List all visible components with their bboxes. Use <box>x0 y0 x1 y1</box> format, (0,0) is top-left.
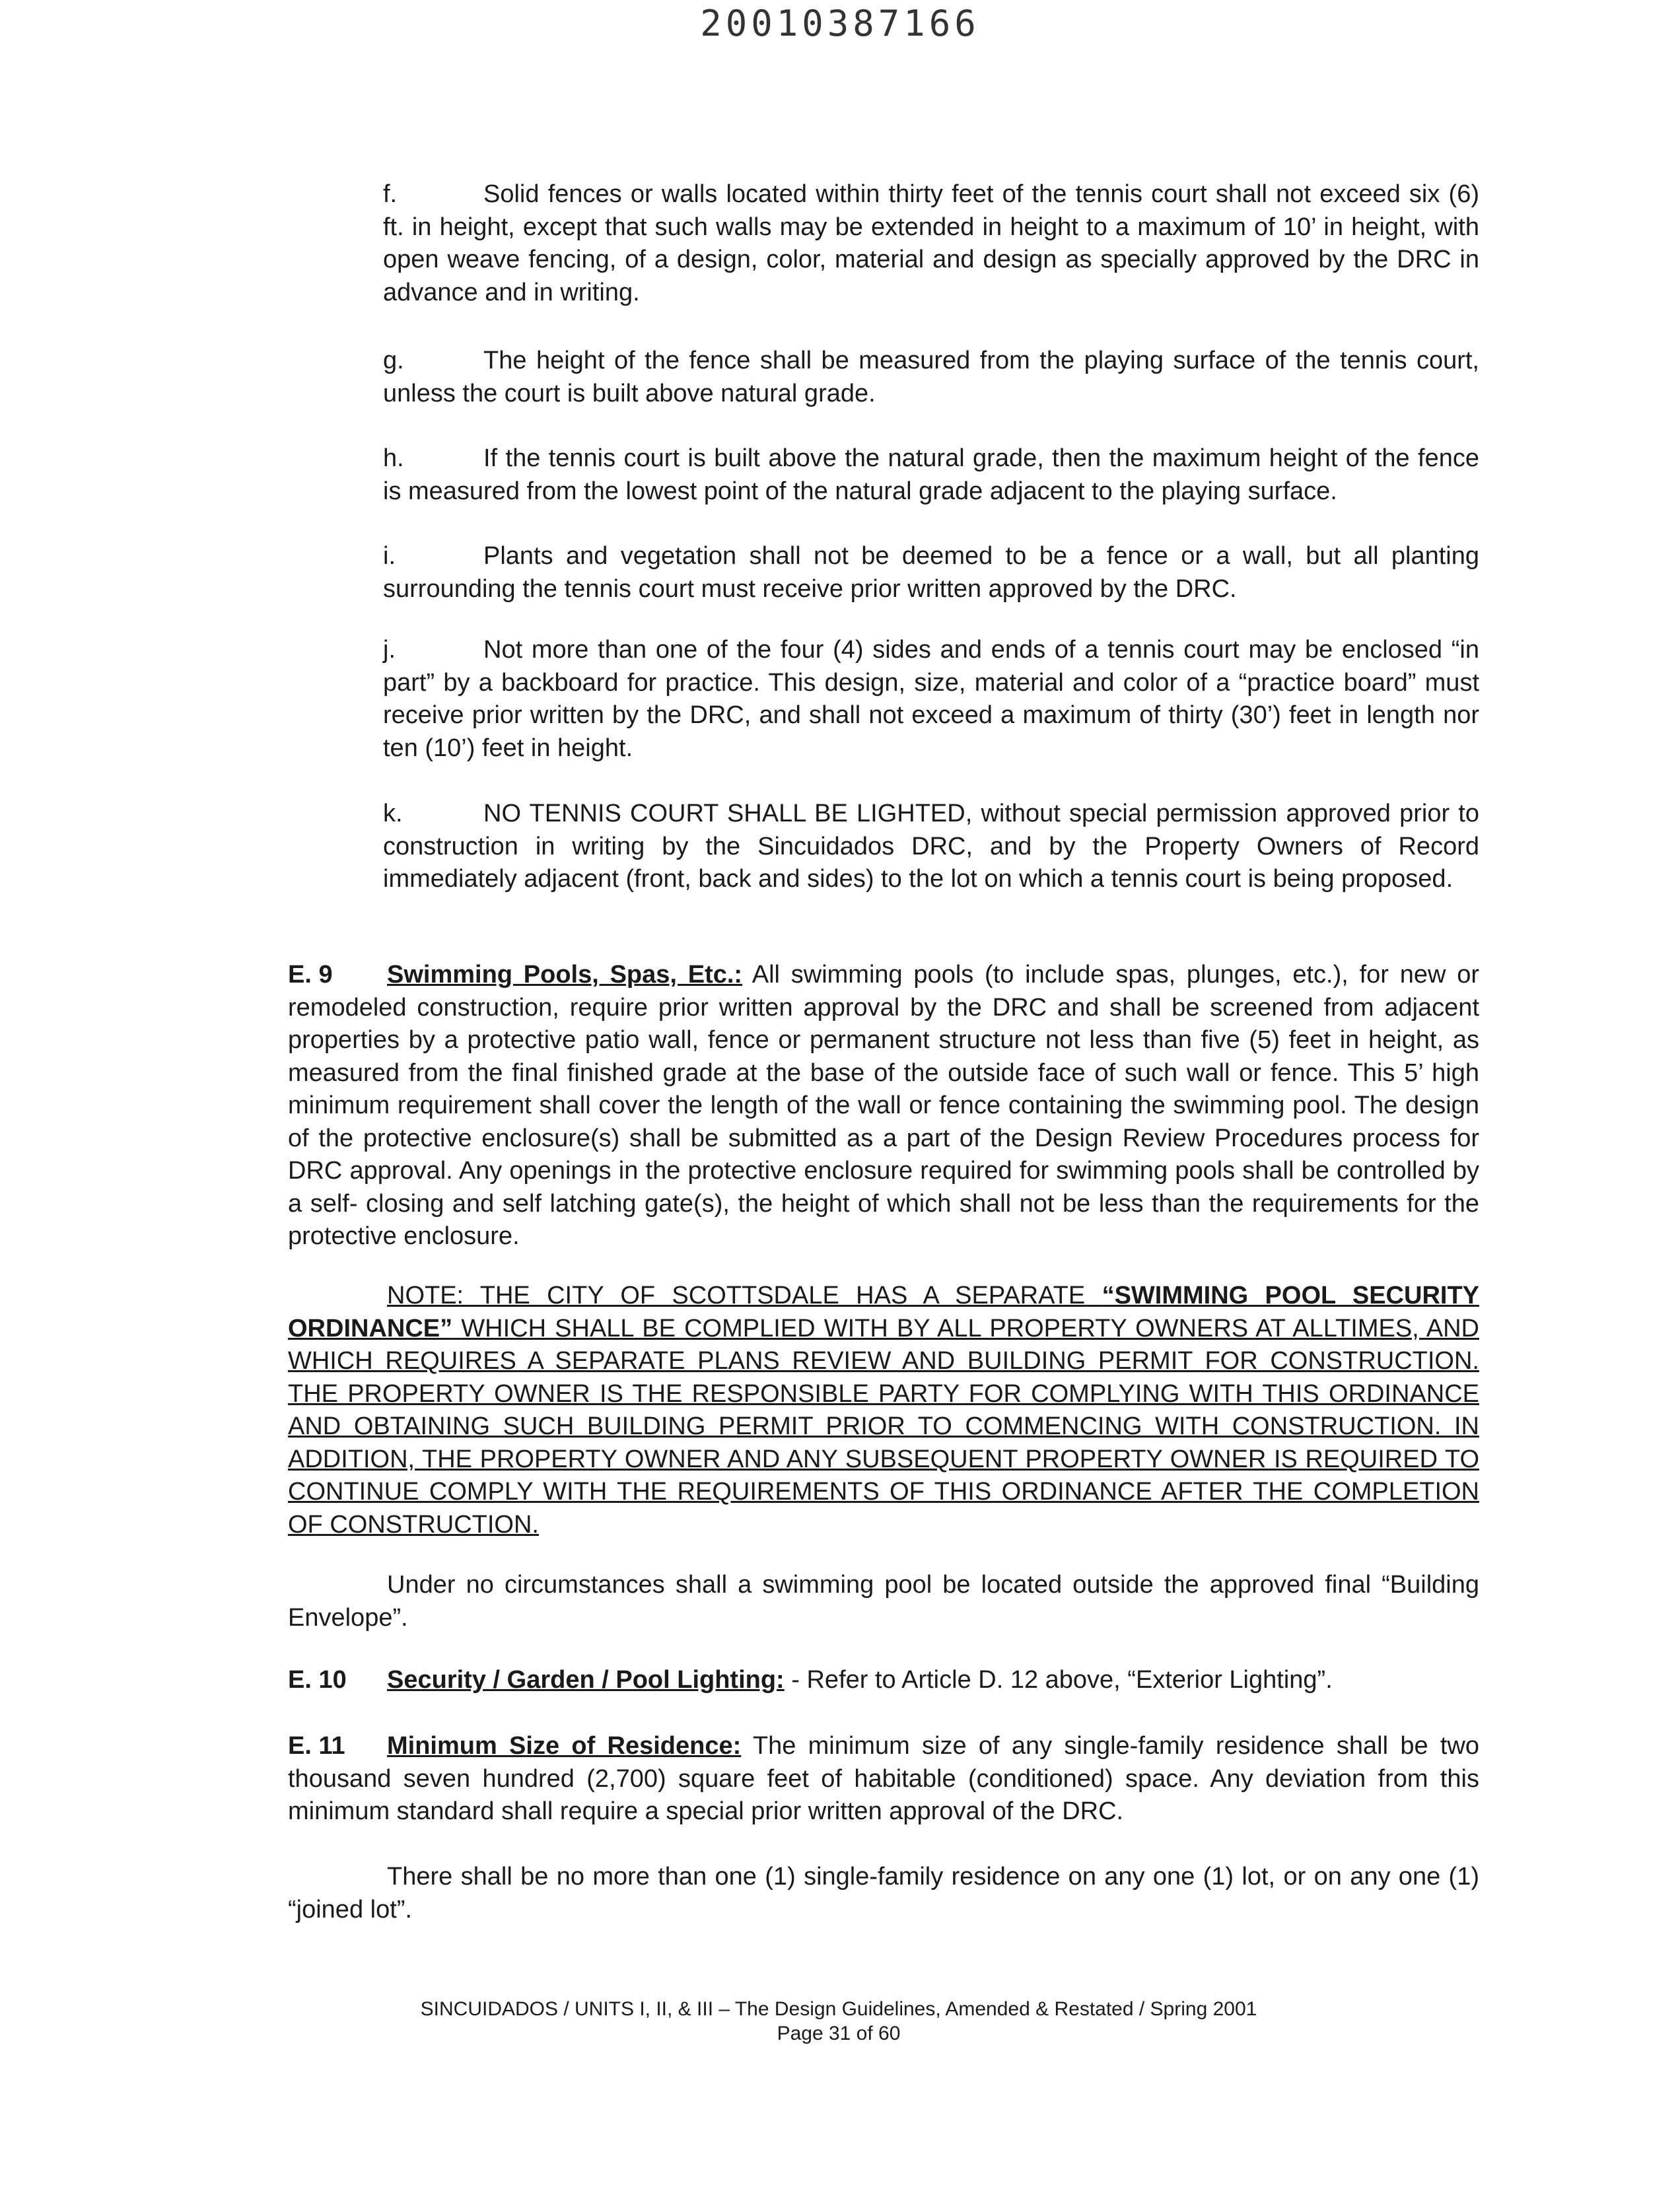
pool-ordinance-note <box>288 1280 1479 1541</box>
section-heading: Security / Garden / Pool Lighting: <box>387 1666 785 1694</box>
subitem-k <box>383 798 1479 896</box>
section-text: - Refer to Article D. 12 above, “Exterior Lighting”. <box>791 1666 1333 1694</box>
subitem-text: If the tennis court is built above the natural grade, then the maximum height of the fence is measured from the lowest point of the natural grade adjacent to the playing surface. <box>383 444 1479 505</box>
document-number: 20010387166 <box>700 3 980 44</box>
pool-location-paragraph: Under no circumstances shall a swimming pool be located outside the approved final “Building Envelope”. <box>288 1571 1479 1632</box>
subitem-g <box>383 345 1479 410</box>
subitem-text: Solid fences or walls located within thirty feet of the tennis court shall not exceed six (6) ft. in height, except that such walls may be extended in height to a maximum of 10’ in height, with open weave fencing, of a design, color, material and design as specially approved by the DRC in advance and in writing. <box>383 180 1479 306</box>
section-number: E. 9 <box>288 961 333 989</box>
footer-title: SINCUIDADOS / UNITS I, II, & III – The Design Guidelines, Amended & Restated / Spring 2001 <box>420 1998 1257 2020</box>
section-heading: Swimming Pools, Spas, Etc.: <box>387 961 743 989</box>
section-text: All swimming pools (to include spas, plunges, etc.), for new or remodeled construction, require prior written approval by the DRC and shall be screened from adjacent properties by a protective patio wall, fence or permanent structure not less than five (5) feet in height, as measured from the final finished grade at the base of the outside face of such wall or fence. This 5’ high minimum requirement shall cover the length of the wall or fence containing the swimming pool. The design of the protective enclosure(s) shall be submitted as a part of the Design Review Procedures process for DRC approval. Any openings in the protective enclosure required for swimming pools shall be controlled by a self- closing and self latching gate(s), the height of which shall not be less than the requirements for the protective enclosure. <box>288 961 1479 1250</box>
subitem-text: The height of the fence shall be measured from the playing surface of the tennis court, unless the court is built above natural grade. <box>383 347 1479 407</box>
subitem-label: f. <box>383 180 398 208</box>
note-ordinance-name: “SWIMMING POOL SECURITY ORDINANCE” <box>288 1282 1479 1342</box>
subitem-text: Plants and vegetation shall not be deemed to be a fence or a wall, but all planting surrounding the tennis court must receive prior written approved by the DRC. <box>383 542 1479 603</box>
subitem-f <box>383 178 1479 309</box>
subitem-text: NO TENNIS COURT SHALL BE LIGHTED, without special permission approved prior to construction in writing by the Sincuidados DRC, and by the Property Owners of Record immediately adjacent (front, back and sides) to the lot on which a tennis court is being proposed. <box>383 800 1479 893</box>
subitem-label: i. <box>383 542 396 570</box>
section-e10 <box>288 1664 1479 1697</box>
section-e11 <box>288 1730 1479 1828</box>
note-text: WHICH SHALL BE COMPLIED WITH BY ALL PROPERTY OWNERS AT ALLTIMES, AND WHICH REQUIRES A SEPARATE PLANS REVIEW AND BUILDING PERMIT FOR CONSTRUCTION. THE PROPERTY OWNER IS THE RESPONSIBLE PARTY FOR COMPLYING WITH THIS ORDINANCE AND OBTAINING SUCH BUILDING PERMIT PRIOR TO COMMENCING WITH CONSTRUCTION. IN ADDITION, THE PROPERTY OWNER AND ANY SUBSEQUENT PROPERTY OWNER IS REQUIRED TO CONTINUE COMPLY WITH THE REQUIREMENTS OF THIS ORDINANCE AFTER THE COMPLETION OF CONSTRUCTION. <box>288 1314 1479 1539</box>
section-e9 <box>288 959 1479 1253</box>
one-residence-paragraph: There shall be no more than one (1) single-family residence on any one (1) lot, or on any one (1) “joined lot”. <box>288 1863 1479 1924</box>
subitem-j <box>383 634 1479 765</box>
page-footer <box>370 1997 1308 2046</box>
section-number: E. 10 <box>288 1666 347 1694</box>
subitem-label: g. <box>383 347 404 374</box>
subitem-label: k. <box>383 800 403 827</box>
page-number: Page 31 of 60 <box>777 2023 901 2044</box>
subitem-i <box>383 540 1479 606</box>
subitem-text: Not more than one of the four (4) sides and ends of a tennis court may be enclosed “in part” by a backboard for practice. This design, size, material and color of a “practice board” must receive prior written by the DRC, and shall not exceed a maximum of thirty (30’) feet in length nor ten (10’) feet in height. <box>383 636 1479 762</box>
subitem-label: j. <box>383 636 396 664</box>
subitem-label: h. <box>383 444 404 472</box>
section-heading: Minimum Size of Residence: <box>387 1732 742 1760</box>
note-lead: NOTE: THE CITY OF SCOTTSDALE HAS A SEPARATE <box>387 1282 1086 1309</box>
section-text: The minimum size of any single-family residence shall be two thousand seven hundred (2,700) square feet of habitable (conditioned) space. Any deviation from this minimum standard shall require a special prior written approval of the DRC. <box>288 1732 1479 1825</box>
section-number: E. 11 <box>288 1732 345 1760</box>
subitem-h <box>383 442 1479 508</box>
